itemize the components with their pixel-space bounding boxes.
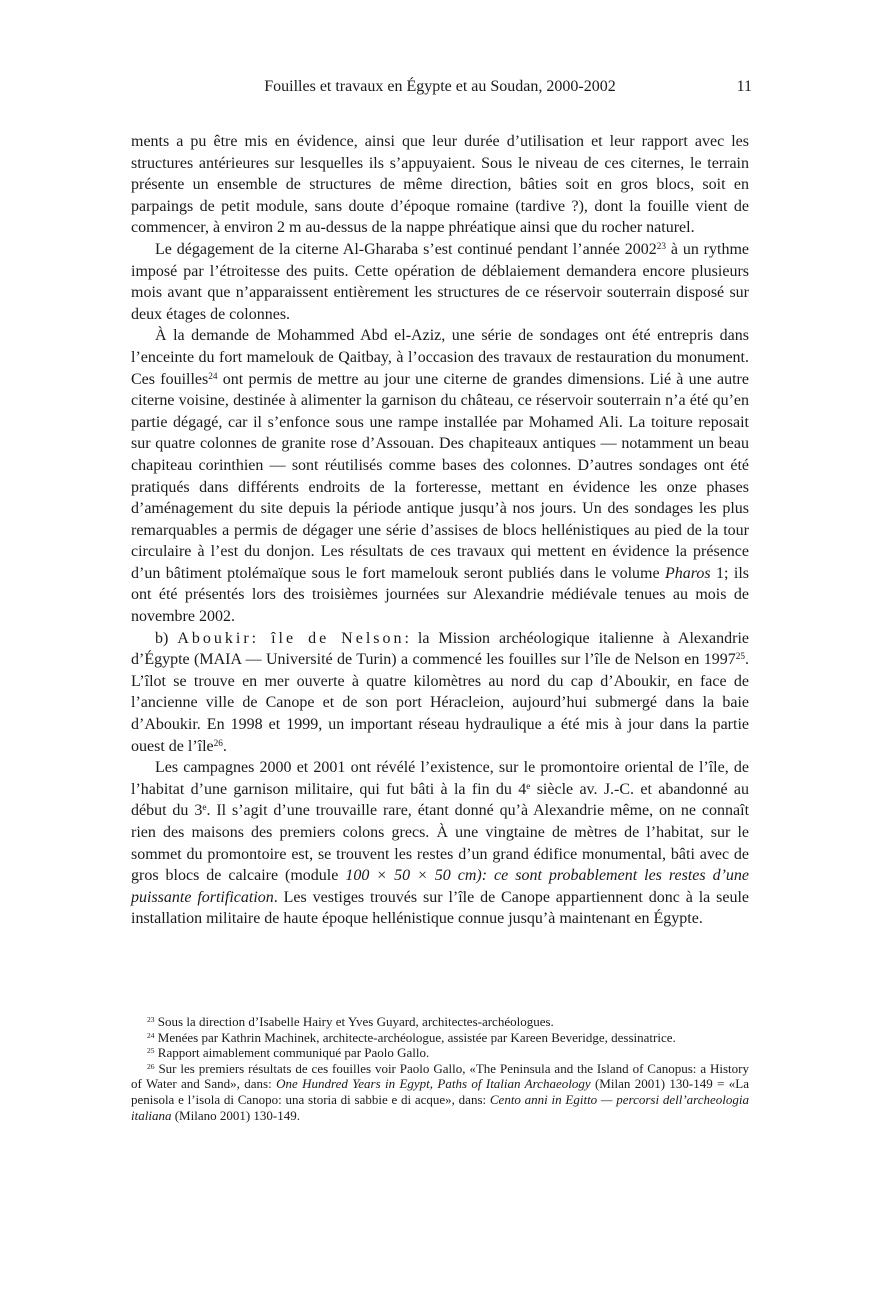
paragraph-2-text-a: Le dégagement de la citerne Al-Gharaba s’est continué pendant l’année 2002: [155, 240, 657, 258]
book-title-2: Cento anni in Egitto — percorsi dell’archeologia italiana: [131, 1091, 750, 1123]
paragraph-2: [131, 239, 749, 325]
paragraph-3-text-a: À la demande de Mohammed Abd el-Aziz, une série de sondages ont été entrepris dans l’enceinte du fort mamelouk de Qaitbay, à l’occasion des travaux de restauration du monument. Ces fouilles: [131, 327, 749, 388]
footnote-23: [131, 1014, 749, 1030]
footnote-ref-23: 23: [656, 241, 666, 252]
paragraph-5-text-b: siècle av. J.-C. et abandonné au début du 3: [131, 780, 749, 820]
paragraph-1-text: ments a pu être mis en évidence, ainsi que leur durée d’utilisation et leur rapport avec les structures antérieures sur lesquelles ils s’appuyaient. Sous le niveau de ces citernes, le terrain présente un ensemble de structures de même direction, bâties soit en gros blocs, soit en parpaings de petit module, sans doute d’époque romaine (tardive ?), dont la fouille vient de commencer, à environ 2 m au-dessus de la nappe phréatique ainsi que du rocher naturel.: [131, 133, 749, 237]
section-heading: Aboukir: île de Nelson: [177, 629, 405, 647]
page-number: 11: [736, 78, 752, 95]
paragraph-5-text-d: . Les vestiges trouvés sur l’île de Canope appartiennent donc à la seule installation militaire de haute époque hellénistique connue jusqu’à maintenant en Égypte.: [131, 888, 749, 928]
book-title-1: One Hundred Years in Egypt, Paths of Italian Archaeology: [276, 1076, 591, 1092]
footnote-ref-24: 24: [208, 371, 218, 382]
footnote-text-b: (Milan 2001) 130-149 = «La penisola e l’isola di Canopo: una storia di sabbie e di acque», dans:: [131, 1076, 749, 1107]
paragraph-5-text-c: . Il s’agit d’une trouvaille rare, étant donné qu’à Alexandrie même, on ne connaît rien des maisons des premiers colons grecs. À une vingtaine de mètres de l’habitat, sur le sommet du promontoire est, se trouvent les restes d’un grand édifice monumental, bâti avec de gros blocs de calcaire (module: [131, 802, 750, 885]
footnote-number: 24: [147, 1030, 155, 1040]
paragraph-4: [131, 628, 749, 758]
paragraph-3: [131, 325, 749, 627]
running-head: [0, 78, 880, 102]
paragraph-5: [131, 757, 749, 930]
footnote-ref-26: 26: [213, 738, 223, 749]
paragraph-3-text-c: 1; ils ont été présentés lors des troisièmes journées sur Alexandrie médiévale tenues au mois de novembre 2002.: [131, 564, 749, 626]
footnote-number: 23: [147, 1014, 155, 1024]
footnote-ref-25: 25: [735, 652, 745, 663]
footnote-26: [131, 1061, 749, 1123]
footnote-text: Sous la direction d’Isabelle Hairy et Yves Guyard, architectes-archéologues.: [154, 1014, 554, 1029]
ordinal-sup-1: e: [526, 781, 531, 792]
body-text: [131, 131, 749, 930]
module-italic: 100 × 50 × 50 cm): ce sont probablement les restes d’une puissante fortification: [131, 867, 749, 906]
footnote-text: Rapport aimablement communiqué par Paolo Gallo.: [154, 1045, 430, 1061]
paragraph-4-text-c: .: [222, 737, 227, 755]
footnote-number: 25: [147, 1046, 155, 1056]
pharos-title: Pharos: [665, 564, 711, 582]
footnote-text: Menées par Kathrin Machinek, architecte-archéologue, assistée par Kareen Beveridge, dessinatrice.: [154, 1029, 676, 1045]
paragraph-4-text-a: : la Mission archéologique italienne à Alexandrie d’Égypte (MAIA — Université de Turin) a commencé les fouilles sur l’île de Nelson en 1997: [131, 629, 750, 669]
paragraph-1: [131, 131, 749, 239]
section-label: b): [155, 629, 178, 647]
footnote-25: [131, 1045, 749, 1061]
footnotes: [131, 1014, 749, 1123]
paragraph-2-text-b: à un rythme imposé par l’étroitesse des puits. Cette opération de déblaiement demandera encore plusieurs mois avant que n’apparaissent entièrement les structures de ce réservoir souterrain disposé sur deux étages de colonnes.: [131, 240, 750, 323]
footnote-text-a: Sur les premiers résultats de ces fouilles voir Paolo Gallo, «The Peninsula and the Island of Canopus: a History of Water and Sand», dans:: [131, 1060, 749, 1092]
ordinal-sup-2: e: [202, 803, 207, 814]
paragraph-4-text-b: . L’îlot se trouve en mer ouverte à quatre kilomètres au nord du cap d’Aboukir, en face de l’ancienne ville de Canope et de son port Héracleion, aujourd’hui submergé dans la baie d’Aboukir. En 1998 et 1999, un important réseau hydraulique a été mis à jour dans la partie ouest de l’île: [131, 651, 749, 755]
running-title: Fouilles et travaux en Égypte et au Soudan, 2000-2002: [264, 78, 616, 95]
footnote-24: [131, 1030, 749, 1046]
footnote-text-c: (Milano 2001) 130-149.: [171, 1107, 300, 1123]
footnote-number: 26: [147, 1061, 155, 1071]
paragraph-5-text-a: Les campagnes 2000 et 2001 ont révélé l’existence, sur le promontoire oriental de l’île, de l’habitat d’une garnison militaire, qui fut bâti à la fin du 4: [131, 759, 749, 798]
paragraph-3-text-b: ont permis de mettre au jour une citerne de grandes dimensions. Lié à une autre citerne voisine, destinée à alimenter la garnison du château, ce réservoir souterrain n’a été qu’en partie dégagé, car il s’enfonce sous une rampe installée par Mohamed Ali. La toiture reposait sur quatre colonnes de granite rose d’Assouan. Des chapiteaux antiques — notamment un beau chapiteau corinthien — sont réutilisés comme bases des colonnes. D’autres sondages ont été pratiqués dans différents endroits de la forteresse, mettant en évidence les onze phases d’aménagement du site depuis la période antique jusqu’à nos jours. Un des sondages les plus remarquables a permis de dégager une série d’assises de blocs hellénistiques au pied de la tour circulaire à l’est du donjon. Les résultats de ces travaux qui mettent en évidence la présence d’un bâtiment ptolémaïque sous le fort mamelouk seront publiés dans le volume: [131, 370, 749, 582]
